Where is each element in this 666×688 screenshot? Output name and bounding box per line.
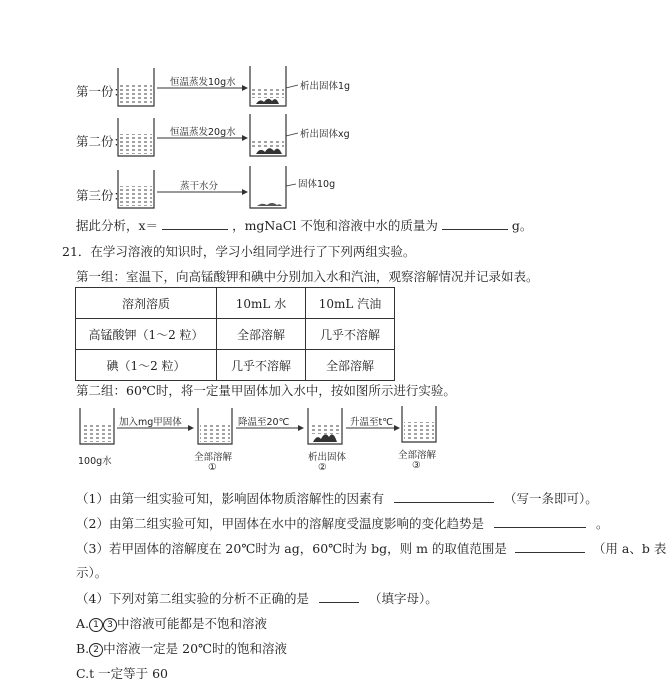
table-cell: 高锰酸钾（1～2 粒）: [76, 319, 217, 350]
step-heat: 升温至t℃: [350, 417, 393, 428]
circle-mark: 3: [103, 618, 117, 632]
beaker-row1-right: [250, 66, 286, 106]
row2-process: 恒温蒸发20g水: [170, 127, 236, 138]
state2-label: 析出固体: [308, 452, 347, 463]
q21-sub1: （1）由第一组实验可知，影响固体物质溶解性的因素有 （写一条即可）。: [76, 491, 598, 506]
blank-choice[interactable]: [319, 590, 359, 603]
q21-sub2: （2）由第二组实验可知，甲固体在水中的溶解度受温度影响的变化趋势是 。: [76, 516, 609, 531]
blank-trend[interactable]: [494, 515, 586, 528]
beaker-row3-right: [250, 166, 286, 208]
table-header-cell: 10mL 水: [217, 288, 306, 319]
beaker-row2-right: [250, 114, 286, 156]
row1-result: 析出固体1g: [300, 81, 351, 92]
solubility-table: [75, 287, 395, 381]
option-c[interactable]: C.t 一定等于 60: [76, 666, 168, 681]
q20-answer-line: 据此分析，x＝ ，mgNaCl 不饱和溶液中水的质量为 g。: [76, 218, 533, 233]
step-add-solid: 加入mg甲固体: [119, 417, 182, 428]
state1-label: 全部溶解: [194, 452, 233, 463]
row1-process: 恒温蒸发10g水: [170, 77, 236, 88]
row2-result: 析出固体xg: [300, 129, 350, 140]
beaker-state3: [402, 406, 436, 442]
table-cell: 几乎不溶解: [217, 350, 306, 381]
row3-result: 固体10g: [298, 179, 336, 190]
table-cell: 全部溶解: [217, 319, 306, 350]
beaker-100g-water: [80, 408, 114, 444]
table-row: [76, 319, 395, 350]
blank-range[interactable]: [515, 540, 585, 553]
row2-label: 第二份：: [76, 134, 127, 149]
beaker-state1: [198, 408, 232, 444]
beaker-state2: [308, 408, 342, 444]
option-b[interactable]: B. 2 中溶液一定是 20℃时的饱和溶液: [76, 641, 288, 656]
table-cell: 碘（1～2 粒）: [76, 350, 217, 381]
q21-group2: 第二组：60℃时，将一定量甲固体加入水中，按如图所示进行实验。: [76, 383, 456, 398]
state2-mark: ②: [318, 462, 327, 473]
state1-mark: ①: [208, 462, 217, 473]
q21-intro: 21．在学习溶液的知识时，学习小组同学进行了下列两组实验。: [62, 244, 416, 259]
row3-process: 蒸干水分: [180, 181, 219, 192]
q21-sub3-cont: 示）。: [76, 565, 108, 580]
table-header-cell: 溶剂溶质: [76, 288, 217, 319]
blank-water-mass[interactable]: [442, 217, 508, 230]
state3-label: 全部溶解: [398, 450, 437, 461]
blank-factor[interactable]: [394, 490, 494, 503]
blank-x[interactable]: [162, 217, 228, 230]
table-row: [76, 350, 395, 381]
table-cell: 几乎不溶解: [306, 319, 395, 350]
q21-group1: 第一组：室温下，向高锰酸钾和碘中分别加入水和汽油，观察溶解情况并记录如表。: [76, 269, 539, 284]
start-label: 100g水: [78, 456, 112, 467]
q21-sub4: （4）下列对第二组实验的分析不正确的是 （填字母）。: [76, 591, 438, 606]
table-cell: 全部溶解: [306, 350, 395, 381]
circle-mark: 1: [89, 618, 103, 632]
row3-label: 第三份：: [76, 188, 127, 203]
option-a[interactable]: A. 1 3 中溶液可能都是不饱和溶液: [76, 616, 268, 631]
table-header-row: [76, 288, 395, 319]
row1-label: 第一份：: [76, 84, 127, 99]
state3-mark: ③: [412, 460, 421, 471]
circle-mark: 2: [89, 643, 103, 657]
table-header-cell: 10mL 汽油: [306, 288, 395, 319]
step-cool: 降温至20℃: [238, 417, 290, 428]
q21-sub3: （3）若甲固体的溶解度在 20℃时为 ag，60℃时为 bg，则 m 的取值范围是 （用 a、b 表: [76, 541, 666, 556]
